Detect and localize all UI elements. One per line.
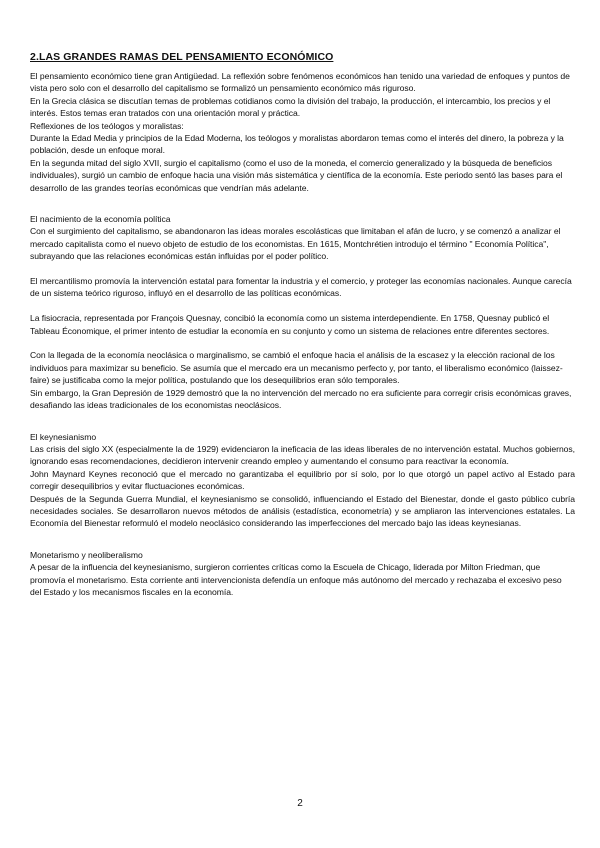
- paragraph-siglo-xvii: En la segunda mitad del siglo XVII, surgio el capitalismo (como el uso de la moneda, el comercio generalizado y la búsqueda de beneficios individuales), surgió un cambio de enfoque hacia una visión más sistemática y científica de la economía. Este periodo sentó las bases para el desarrollo de las grandes teorías económicas que vendrían más adelante.: [30, 157, 563, 193]
- paragraph-gran-depresion: Sin embargo, la Gran Depresión de 1929 demostró que la no intervención del mercado no era suficiente para corregir crisis económicas graves, desafiando las ideas tradicionales de los economistas neoclásicos.: [30, 387, 572, 411]
- paragraph-posguerra: Después de la Segunda Guerra Mundial, el keynesianismo se consolidó, influenciando el Estado del Bienestar, donde el gasto público cubría necesidades sociales. Se desarrollaron nuevos métodos de análisis (estadística, econometría) y se ampliaron las intervenciones estatales. La Economía del Bienestar reformuló el modelo neoclásico considerando las imperfecciones del mercado bajo las ideas keynesianas.: [30, 493, 575, 529]
- document-body: [30, 70, 575, 598]
- paragraph-reflexiones-heading: Reflexiones de los teólogos y moralistas:: [30, 120, 184, 131]
- paragraph-neoclasica: Con la llegada de la economía neoclásica o marginalismo, se cambió el enfoque hacia el análisis de la escasez y la elección racional de los individuos para maximizar su beneficio. Se asumía que el mercado era un mecanismo perfecto y, por tanto, el liberalismo económico (laissez-faire) se justificaba como la mejor política, postulando que los desequilibrios eran sólo temporales.: [30, 350, 563, 386]
- section-heading-keynesianismo: El keynesianismo: [30, 431, 97, 442]
- paragraph-grecia-clasica: En la Grecia clásica se discutían temas de problemas cotidianos como la división del trabajo, la producción, el intercambio, los precios y el interés. Estos temas eran tratados con una orientación moral y práctica.: [30, 95, 551, 119]
- paragraph-crisis-siglo-xx: Las crisis del siglo XX (especialmente la de 1929) evidenciaron la ineficacia de las ideas liberales de no intervención estatal. Muchos gobiernos, ignorando esas recomendaciones, decidieron intervenir creando empleo y aumentando el consumo para reactivar la economía.: [30, 443, 575, 467]
- paragraph-mercantilismo: El mercantilismo promovía la intervención estatal para fomentar la industria y el comercio, y proteger las economías nacionales. Aunque carecía de un sistema teórico riguroso, influyó en el desarrollo de las políticas económicas.: [30, 276, 572, 299]
- paragraph-keynes: John Maynard Keynes reconoció que el mercado no garantizaba el equilibrio por sí solo, por lo que otorgó un papel activo al Estado para corregir desequilibrios y evitar fluctuaciones económicas.: [30, 468, 575, 492]
- section-heading-economia-politica: El nacimiento de la economía política: [30, 214, 171, 225]
- document-title: 2.LAS GRANDES RAMAS DEL PENSAMIENTO ECONÓMICO: [30, 51, 334, 63]
- section-heading-monetarismo: Monetarismo y neoliberalismo: [30, 549, 143, 560]
- paragraph-antiguedad: El pensamiento económico tiene gran Antigüedad. La reflexión sobre fenómenos económicos han tenido una variedad de enfoques y puntos de vista pero solo con el desarrollo del capitalismo se formalizó un pensamiento económico más riguroso.: [30, 71, 570, 94]
- paragraph-chicago: A pesar de la influencia del keynesianismo, surgieron corrientes críticas como la Escuela de Chicago, liderada por Milton Friedman, que promovía el monetarismo. Esta corriente anti intervencionista defendía un enfoque más autónomo del mercado y rechazaba el excesivo peso del Estado y los mecanismos fiscales en la economía.: [30, 562, 562, 597]
- paragraph-capitalismo: Con el surgimiento del capitalismo, se abandonaron las ideas morales escolásticas que limitaban el afán de lucro, y se comenzó a analizar el mercado capitalista como el nuevo objeto de estudio de los economistas. En 1615, Montchrétien introdujo el término " Economía Política", subrayando que las relaciones económicas están influidas por el poder político.: [30, 226, 561, 262]
- page-number: 2: [297, 798, 303, 809]
- paragraph-fisiocracia: La fisiocracia, representada por François Quesnay, concibió la economía como un sistema interdependiente. En 1758, Quesnay publicó el Tableau Économique, el primer intento de estudiar la economía en su conjunto y como un sistema de relaciones entre diferentes sectores.: [30, 313, 550, 336]
- paragraph-edad-media: Durante la Edad Media y principios de la Edad Moderna, los teólogos y moralistas abordaron temas como el interés del dinero, la pobreza y la población, desde un enfoque moral.: [30, 133, 564, 156]
